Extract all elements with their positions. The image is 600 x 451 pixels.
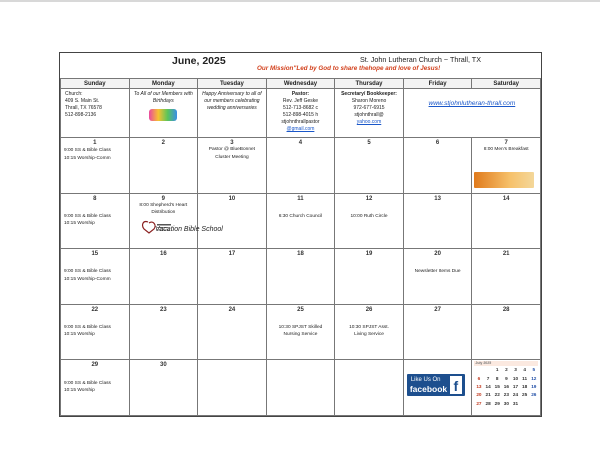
church-city: Thrall, TX 76578	[65, 105, 102, 111]
secretary-cell	[335, 89, 404, 138]
day-header-thursday: Thursday	[335, 79, 404, 89]
date-number: 1	[93, 140, 97, 147]
event-text: Cluster Meeting	[215, 154, 249, 160]
week-row-5	[61, 360, 541, 416]
vacation-bible-school-banner: Vacation Bible School	[155, 226, 223, 233]
mini-calendar-day: 29	[494, 400, 500, 406]
date-number: 8	[93, 195, 97, 202]
week-row-3	[61, 249, 541, 305]
event-text: 9:00 SS & Bible Class	[64, 269, 111, 275]
mini-calendar-day: 30	[503, 400, 509, 406]
empty-cell	[266, 360, 335, 416]
event-text: 9:00 SS & Bible Class	[64, 380, 111, 386]
mini-calendar-day: 26	[531, 392, 537, 398]
date-number: 9	[161, 195, 166, 202]
calendar-grid	[60, 78, 541, 416]
day-cell-21	[472, 249, 541, 305]
pastor-email-link[interactable]: @gmail.com	[286, 126, 315, 132]
mini-calendar-grid	[474, 367, 538, 407]
day-header-saturday: Saturday	[472, 79, 541, 89]
day-cell-14	[472, 193, 541, 249]
mini-calendar-day: 11	[522, 375, 528, 381]
mini-calendar-day: 16	[503, 384, 509, 390]
mini-calendar-day: 1	[495, 367, 499, 373]
date-number: 25	[297, 306, 304, 313]
calendar-page	[59, 52, 542, 417]
week-row-1	[61, 138, 541, 194]
top-rule	[0, 0, 600, 2]
day-cell-11	[266, 193, 335, 249]
day-cell-22	[61, 304, 130, 360]
date-number: 23	[160, 306, 167, 313]
facebook-brand-text: facebook	[409, 384, 448, 395]
mini-calendar-day	[474, 367, 483, 373]
event-text: 10:00 Ruth Circle	[350, 213, 388, 219]
day-cell-18	[266, 249, 335, 305]
mens-breakfast-image	[474, 172, 534, 188]
event-text: 6:30 Church Council	[278, 213, 323, 219]
mini-calendar-day: 10	[512, 375, 519, 381]
day-header-tuesday: Tuesday	[198, 79, 267, 89]
mini-calendar-day: 24	[512, 392, 519, 398]
day-cell-19	[335, 249, 404, 305]
mini-calendar-day: 31	[512, 400, 519, 406]
empty-cell	[198, 360, 267, 416]
secretary-phone: 972-677-6915	[353, 105, 385, 111]
day-header-sunday: Sunday	[61, 79, 130, 89]
day-cell-3	[198, 138, 267, 194]
day-cell-17	[198, 249, 267, 305]
mini-calendar-day: 28	[485, 400, 491, 406]
day-cell-6	[403, 138, 472, 194]
month-title: June, 2025	[172, 55, 226, 67]
day-cell-24	[198, 304, 267, 360]
day-cell-29	[61, 360, 130, 416]
next-month-cell	[472, 360, 541, 416]
mini-calendar-day: 20	[476, 392, 482, 398]
day-cell-4	[266, 138, 335, 194]
pastor-info	[267, 89, 335, 135]
week-row-4	[61, 304, 541, 360]
mini-calendar-day: 9	[505, 375, 508, 381]
mini-calendar-day: 12	[531, 375, 537, 381]
date-number: 24	[228, 306, 236, 313]
event-text: 10:30 SPJST Asst.	[349, 324, 389, 330]
event-text: Distribution	[151, 210, 176, 216]
mini-calendar-day: 21	[485, 392, 491, 398]
mini-calendar-day	[520, 401, 529, 407]
day-cell-28	[472, 304, 541, 360]
mini-calendar-day: 25	[522, 392, 528, 398]
mini-calendar-day: 27	[476, 400, 482, 406]
church-name: St. John Lutheran Church ~ Thrall, TX	[360, 55, 481, 64]
pastor-title: Pastor:	[291, 91, 310, 97]
secretary-email-link[interactable]: yahoo.com	[356, 119, 382, 125]
day-cell-9	[129, 193, 198, 249]
mini-calendar-day: 14	[485, 384, 491, 390]
secretary-email-user: stjohnthrall@	[354, 112, 384, 118]
empty-cell	[335, 360, 404, 416]
facebook-like-text: Like Us On	[410, 377, 441, 384]
pastor-cell	[266, 89, 335, 138]
mini-calendar-day	[529, 401, 538, 407]
event-text: 9:00 SS & Bible Class	[64, 324, 111, 330]
day-cell-13	[403, 193, 472, 249]
date-number: 27	[434, 306, 441, 313]
event-text: 10:15 Worship-Comm	[64, 155, 111, 161]
secretary-info	[335, 89, 403, 128]
mini-calendar-day: 19	[531, 384, 537, 390]
day-cell-7	[472, 138, 541, 194]
church-street: 409 S. Main St.	[65, 98, 100, 104]
date-number: 17	[228, 251, 236, 258]
website-link[interactable]: www.stjohnlutheran-thrall.com	[428, 100, 516, 107]
mini-calendar-day: 7	[486, 375, 490, 381]
secretary-name: Sharon Moreno	[351, 98, 387, 104]
day-cell-12	[335, 193, 404, 249]
event-text: Pastor @ BlueBonnet	[208, 147, 255, 153]
mini-calendar-day: 18	[522, 384, 528, 390]
day-header-wednesday: Wednesday	[266, 79, 335, 89]
day-cell-15	[61, 249, 130, 305]
day-cell-23	[129, 304, 198, 360]
event-text: Newsletter Items Due	[414, 269, 461, 275]
date-number: 5	[367, 140, 371, 147]
anniversary-cell	[198, 89, 267, 138]
date-number: 13	[434, 195, 441, 202]
date-number: 6	[435, 140, 440, 147]
event-text: 10:30 SPJST Skilled	[278, 324, 323, 330]
anniversary-text: Happy Anniversary to all of our members celebrating wedding anniversaries	[202, 91, 262, 111]
event-text: Living Service	[354, 332, 384, 338]
facebook-icon: f	[450, 376, 462, 394]
day-cell-20	[403, 249, 472, 305]
day-header-monday: Monday	[129, 79, 198, 89]
date-number: 15	[91, 251, 99, 258]
mini-calendar-day: 15	[494, 384, 500, 390]
day-cell-8	[61, 193, 130, 249]
mini-calendar	[474, 361, 538, 407]
day-cell-5	[335, 138, 404, 194]
mini-calendar-day: 17	[512, 384, 519, 390]
pastor-name: Rev. Jeff Geske	[282, 98, 319, 104]
mini-calendar-day	[484, 367, 493, 373]
mini-calendar-day: 23	[503, 392, 509, 398]
day-cell-1	[61, 138, 130, 194]
mini-calendar-day: 13	[476, 384, 482, 390]
secretary-title: Secretary/ Bookkeeper:	[341, 91, 397, 97]
day-cell-26	[335, 304, 404, 360]
mini-calendar-day: 22	[494, 392, 500, 398]
facebook-cell	[403, 360, 472, 416]
day-cell-16	[129, 249, 198, 305]
date-number: 29	[91, 362, 99, 369]
birthdays-cell	[129, 89, 198, 138]
day-header-friday: Friday	[403, 79, 472, 89]
event-text: 9:00 SS & Bible Class	[64, 213, 111, 219]
info-row	[61, 89, 541, 138]
weekday-header-row	[61, 79, 541, 89]
mini-calendar-day: 3	[514, 367, 517, 373]
birthdays-text: To All of our Members with Birthdays	[133, 91, 193, 104]
date-number: 12	[365, 195, 373, 202]
website-cell	[403, 89, 540, 138]
event-text: 10:15 Worship	[64, 221, 95, 227]
pastor-cell-phone: 512-713-8682 c	[282, 105, 318, 111]
church-info-cell	[61, 89, 130, 138]
mini-calendar-title: July 2025	[474, 361, 538, 366]
day-cell-2	[129, 138, 198, 194]
pastor-email-user: stjohnthrallpastor	[281, 119, 320, 125]
date-number: 10	[228, 195, 236, 202]
calendar-header	[60, 53, 541, 79]
birthday-image	[149, 109, 177, 121]
day-cell-30	[129, 360, 198, 416]
mini-calendar-day: 2	[505, 367, 508, 373]
mini-calendar-day: 4	[523, 367, 526, 373]
date-number: 7	[504, 140, 508, 147]
event-text: Nursing Service	[283, 332, 318, 338]
date-number: 4	[298, 140, 303, 147]
church-address	[61, 89, 129, 121]
event-text: 10:15 Worship	[64, 332, 95, 338]
date-number: 14	[502, 195, 510, 202]
pastor-home-phone: 512-898-4015 h	[282, 112, 319, 118]
day-cell-27	[403, 304, 472, 360]
date-number: 22	[91, 306, 99, 313]
mission-statement: Our Mission"Led by God to share thehope and love of Jesus!	[257, 65, 441, 72]
date-number: 28	[502, 306, 510, 313]
event-text: 9:00 SS & Bible Class	[64, 148, 111, 154]
day-cell-10	[198, 193, 267, 249]
date-number: 30	[160, 362, 167, 369]
date-number: 20	[434, 251, 441, 258]
date-number: 16	[160, 251, 167, 258]
event-text: 10:15 Worship-Comm	[64, 276, 111, 282]
date-number: 21	[502, 251, 510, 258]
date-number: 26	[365, 306, 373, 313]
date-number: 2	[161, 140, 166, 147]
church-label: Church:	[65, 91, 83, 97]
date-number: 19	[365, 251, 373, 258]
facebook-badge[interactable]	[407, 374, 465, 396]
event-text: 10:15 Worship	[64, 388, 95, 393]
mini-calendar-day: 5	[532, 367, 536, 373]
mini-calendar-day: 6	[477, 375, 481, 381]
date-number: 18	[297, 251, 304, 258]
date-number: 11	[297, 195, 304, 202]
church-phone: 512-898-2136	[65, 112, 97, 118]
date-number: 3	[230, 140, 234, 147]
week-row-2	[61, 193, 541, 249]
event-text: 8:00 Shepherd's Heart	[139, 202, 188, 208]
day-cell-25	[266, 304, 335, 360]
mini-calendar-day: 8	[495, 375, 499, 381]
event-text: 8:00 Men's Breakfast	[483, 147, 529, 153]
